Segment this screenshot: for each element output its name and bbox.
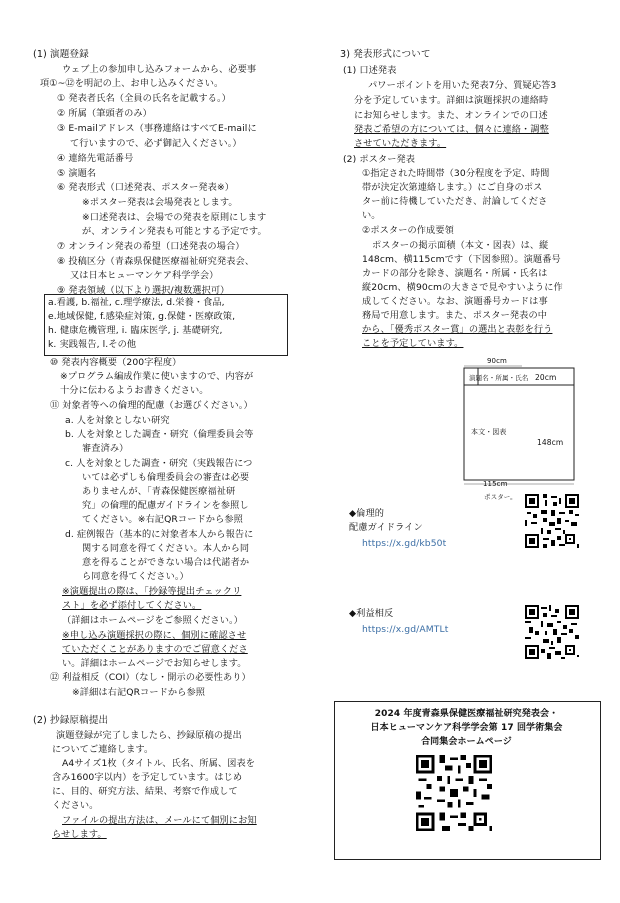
item-5: ⑤ 演題名 (57, 168, 97, 179)
qr-code-icon (416, 755, 492, 831)
item-11-c: c. 人を対象とした調査・研究（実践報告につ (65, 458, 253, 469)
item-8: 又は日本ヒューマンケア科学学会） (70, 270, 219, 281)
s1-intro: 項①~⑫を明記の上、お申し込みください。 (40, 78, 224, 89)
item-3: て行いますので、必ず御記入ください。） (70, 138, 242, 149)
item-1: ① 発表者氏名（全員の氏名を記載する。） (57, 93, 231, 104)
item-10-note: 十分に伝わるようお書きください。 (60, 385, 209, 396)
item-11-a: a. 人を対象としない研究 (65, 415, 170, 426)
item-12: ⑫ 利益相反（COI）（なし・開示の必要性あり） (50, 672, 251, 683)
oral-text: にお知らせします。また、オンラインでの口述 (354, 110, 548, 121)
oral-text: パワーポイントを用いた発表7分、質疑応答3 (368, 80, 557, 91)
note-checklist: スト」を必ず添付してください。 (62, 600, 202, 611)
item-11-c: ありませんが、「青森保健医療福祉研 (82, 486, 236, 497)
diagram-height-label: 20cm (535, 373, 557, 382)
section1-title: (1) 演題登録 (33, 49, 89, 60)
poster-text: 縦20cm、横90cmの大きさで見やすいように作 (362, 282, 563, 293)
item-2: ② 所属（筆頭者のみ） (57, 108, 152, 119)
coi-qr-code[interactable] (525, 605, 579, 659)
poster-text: 帯が決定次第連絡します。）にご自身のポス (362, 182, 543, 193)
s2-text: らせします。 (52, 829, 107, 840)
poster-text: ター前に待機していただき、討論してくださ (362, 196, 548, 207)
item-6-note: ※口述発表は、会場での発表を原則にします (82, 212, 267, 223)
poster-text: カードの部分を除き、演題名・所属・氏名は (362, 268, 548, 279)
ethics-qr-code[interactable] (525, 494, 579, 548)
diagram-title-label: 演題名・所属・氏名 (469, 374, 529, 382)
ethics-heading: ◆倫理的 (349, 508, 385, 519)
diagram-width-label: 90cm (487, 357, 507, 365)
diagram-width-label: 115cm (483, 480, 508, 488)
poster-text: 務局で用意します。また、ポスター発表の中 (362, 310, 548, 321)
poster-text: ポスターの掲示面積（本文・図表）は、縦 (372, 240, 549, 251)
poster-text: から、「優秀ポスター賞」の選出と表彰を行う (362, 324, 553, 335)
note-checklist: ※演題提出の際は、「抄録等提出チェックリ (62, 586, 242, 597)
item-11-b: b. 人を対象とした調査・研究（倫理委員会等 (65, 429, 254, 440)
s2-text: A4サイズ1枚（タイトル、氏名、所属、図表を (62, 758, 256, 769)
poster-text: ②ポスターの作成要領 (362, 225, 454, 236)
item-10-note: ※プログラム編成作業に使いますので、内容が (60, 371, 254, 382)
ethics-link[interactable]: https://x.gd/kb50t (362, 538, 447, 549)
item-12-note: ※詳細は右記QRコードから参照 (72, 687, 206, 698)
diagram-caption: ポスター。 (484, 493, 517, 501)
item-3: ③ E-mailアドレス（事務連絡はすべてE-mailに (57, 123, 257, 134)
fields-line: a.看護, b.福祉, c.理学療法, d.栄養・食品, (48, 297, 225, 308)
poster-text: ことを予定しています。 (362, 338, 464, 349)
poster-text: 成してください。なお、演題番号カードは事 (362, 296, 548, 307)
oral-title: (1) 口述発表 (343, 65, 397, 76)
item-8: ⑧ 投稿区分（青森県保健医療福祉研究発表会、 (57, 256, 255, 267)
diagram-height-label: 148cm (537, 438, 564, 447)
note-confirm: い。詳細はホームページでお知らせします。 (62, 658, 247, 669)
s2-text: についてご連絡します。 (52, 744, 154, 755)
item-11-c: 究」の倫理的配慮ガイドラインを参照し (82, 500, 249, 511)
s2-text: 演題登録が完了しましたら、抄録原稿の提出 (56, 730, 242, 741)
s2-text: に、目的、研究方法、結果、考察で作成して (52, 786, 238, 797)
item-11: ⑪ 対象者等への倫理的配慮（お選びください。） (50, 400, 253, 411)
item-11-d: 意を得ることができない場合は代諾者か (82, 557, 250, 568)
item-6-note: が、オンライン発表も可能とする予定です。 (82, 226, 267, 237)
coi-heading: ◆利益相反 (349, 608, 394, 619)
poster-title: (2) ポスター発表 (343, 154, 416, 165)
s2-text: 含み1600字以内）を予定しています。はじめ (52, 772, 243, 783)
qr-code-icon (525, 494, 579, 548)
note-confirm: ※申し込み演題採択の際に、個別に確認させ (62, 630, 247, 641)
oral-text: 分を予定しています。詳細は演題採択の連絡時 (354, 95, 549, 106)
poster-text: い。 (362, 210, 381, 221)
item-9: ⑨ 発表領域（以下より選択/複数選択可） (57, 285, 230, 296)
item-6-note: ※ポスター発表は会場発表とします。 (82, 197, 238, 208)
oral-text: させていただきます。 (354, 138, 447, 149)
s2-text: ください。 (52, 800, 99, 811)
item-11-d: d. 症例報告（基本的に対象者本人から報告に (65, 529, 254, 540)
ethics-heading: 配慮ガイドライン (349, 522, 423, 533)
s2-text: ファイルの提出方法は、メールにて個別にお知 (62, 815, 257, 826)
note-confirm: ていただくことがありますのでご留意くださ (62, 644, 248, 655)
item-10: ⑩ 発表内容概要（200字程度） (50, 357, 182, 368)
item-4: ④ 連絡先電話番号 (57, 153, 134, 164)
item-11-c: いては必ずしも倫理委員会の審査は必要 (82, 472, 250, 483)
diagram-body-label: 本文・図表 (471, 428, 507, 436)
item-11-d: ら同意を得てください。） (82, 571, 189, 582)
fields-line: k. 実践報告, l.その他 (48, 339, 137, 350)
homepage-qr-code[interactable] (416, 755, 492, 831)
section2-title: (2) 抄録原稿提出 (33, 715, 109, 726)
fields-line: h. 健康危機管理, i. 臨床医学, j. 基礎研究, (48, 325, 223, 336)
homepage-title: 日本ヒューマンケア科学学会第 17 回学術集会 (370, 723, 563, 733)
item-11-c: てください。※右記QRコードから参照 (82, 514, 243, 525)
qr-code-icon (525, 605, 579, 659)
item-7: ⑦ オンライン発表の希望（口述発表の場合） (57, 241, 245, 252)
coi-link[interactable]: https://x.gd/AMTLt (362, 624, 449, 635)
section3-title: 3) 発表形式について (340, 49, 431, 60)
poster-text: 148cm、横115cmです（下図参照）。演題番号 (362, 254, 561, 265)
poster-text: ①指定された時間帯（30分程度を予定、時間 (362, 168, 550, 179)
homepage-title: 2024 年度青森県保健医療福祉研究発表会・ (374, 709, 559, 719)
item-6: ⑥ 発表形式（口述発表、ポスター発表※） (57, 182, 235, 193)
note-checklist: （詳細はホームページをご参照ください。） (62, 615, 243, 626)
item-11-b: 審査済み） (82, 443, 129, 454)
homepage-title: 合同集会ホームページ (421, 737, 512, 747)
oral-text: 発表ご希望の方については、個々に連絡・調整 (354, 124, 549, 135)
item-11-d: 関する同意を得てください。本人から同 (82, 543, 250, 554)
fields-line: e.地域保健, f.感染症対策, g.保健・医療政策, (48, 311, 236, 322)
s1-intro: ウェブ上の参加申し込みフォームから、必要事 (62, 64, 257, 75)
